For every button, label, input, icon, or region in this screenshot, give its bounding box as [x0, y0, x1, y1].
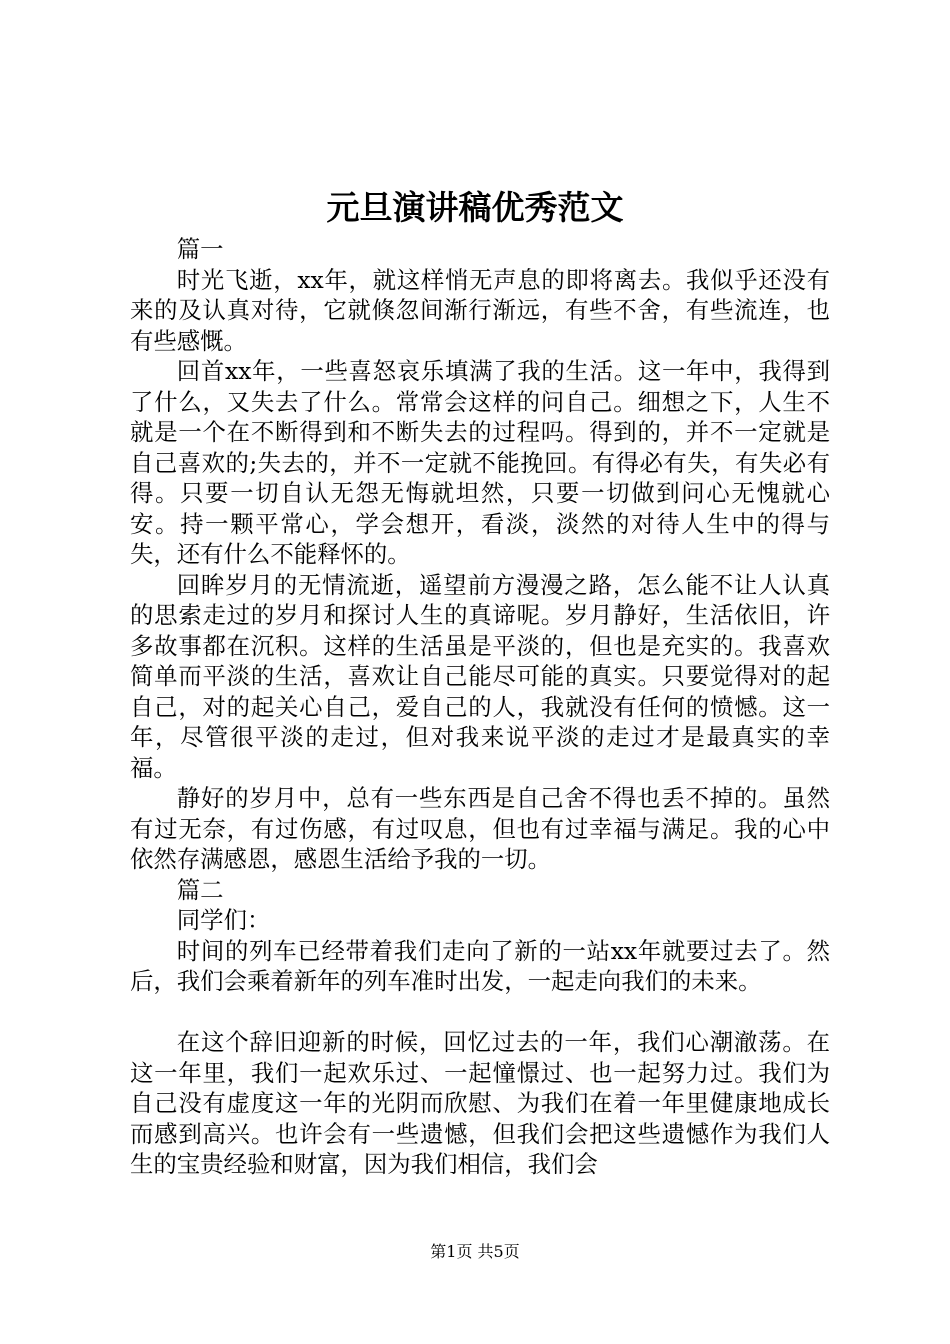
blank-line: [130, 997, 830, 1028]
paragraph: 回首xx年，一些喜怒哀乐填满了我的生活。这一年中，我得到了什么，又失去了什么。常常会这样的问自己。细想之下，人生不就是一个在不断得到和不断失去的过程吗。得到的，并不一定就是自己喜欢的;失去的，并不一定就不能挽回。有得必有失，有失必有得。只要一切自认无怨无悔就坦然，只要一切做到问心无愧就心安。持一颗平常心，学会想开，看淡，淡然的对待人生中的得与失，还有什么不能释怀的。: [130, 357, 830, 568]
document-title: 元旦演讲稿优秀范文: [326, 188, 624, 227]
paragraph: 时光飞逝，xx年，就这样悄无声息的即将离去。我似乎还没有来的及认真对待，它就倏忽间渐行渐远，有些不舍，有些流连，也有些感慨。: [130, 265, 830, 355]
paragraph: 在这个辞旧迎新的时候，回忆过去的一年，我们心潮澈荡。在这一年里，我们一起欢乐过、一起憧憬过、也一起努力过。我们为自己没有虚度这一年的光阴而欣慰、为我们在着一年里健康地成长而感到高兴。也许会有一些遗憾，但我们会把这些遗憾作为我们人生的宝贵经验和财富，因为我们相信，我们会: [130, 1028, 830, 1178]
document-body: [130, 234, 830, 1180]
paragraph: 时间的列车已经带着我们走向了新的一站xx年就要过去了。然后，我们会乘着新年的列车准时出发，一起走向我们的未来。: [130, 936, 830, 995]
paragraph: 静好的岁月中，总有一些东西是自己舍不得也丢不掉的。虽然有过无奈，有过伤感，有过叹息，但也有过幸福与满足。我的心中依然存满感恩，感恩生活给予我的一切。: [130, 784, 830, 873]
greeting: 同学们：: [176, 906, 271, 934]
page-footer: 第1页 共5页: [430, 1242, 520, 1261]
section-heading-2: 篇二: [176, 875, 224, 904]
paragraph: 回眸岁月的无情流逝，遥望前方漫漫之路，怎么能不让人认真的思索走过的岁月和探讨人生的真谛呢。岁月静好，生活依旧，许多故事都在沉积。这样的生活虽是平淡的，但也是充实的。我喜欢简单而平淡的生活，喜欢让自己能尽可能的真实。只要觉得对的起自己，对的起关心自己，爱自己的人，我就没有任何的愤憾。这一年，尽管很平淡的走过，但对我来说平淡的走过才是最真实的幸福。: [130, 570, 830, 782]
section-heading-1: 篇一: [176, 235, 224, 263]
